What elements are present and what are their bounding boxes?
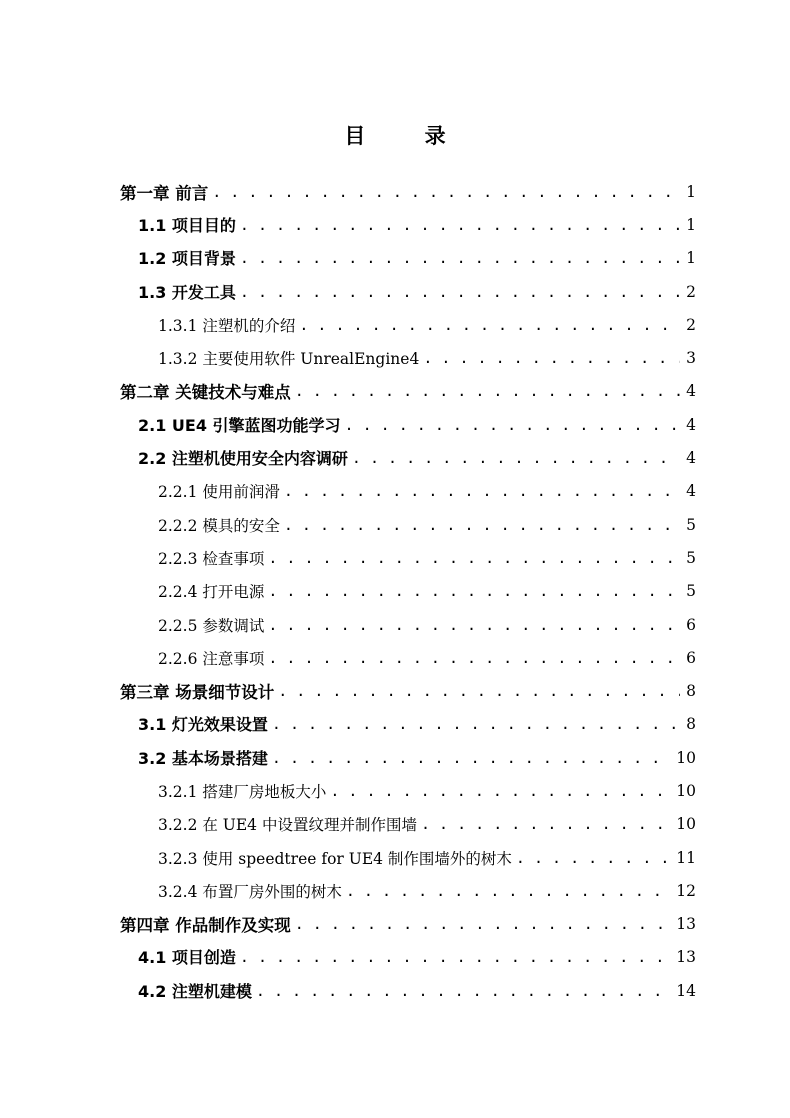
toc-entry-2-2-2[interactable] [158, 508, 696, 541]
toc-entry-label: 1.3 开发工具 [138, 283, 236, 302]
toc-entry-label: 2.2.2 模具的安全 [158, 516, 280, 535]
toc-entry-4-2[interactable] [138, 974, 696, 1007]
toc-leader-dots [295, 915, 671, 933]
toc-leader-dots [272, 749, 670, 767]
toc-entry-chapter-4[interactable] [120, 907, 696, 940]
toc-entry-3-2-1[interactable] [158, 774, 696, 807]
toc-entry-3-1[interactable] [138, 707, 696, 740]
toc-leader-dots [423, 349, 680, 367]
toc-entry-label: 2.2.3 检查事项 [158, 549, 265, 568]
toc-entry-label: 3.2.4 布置厂房外围的树木 [158, 882, 342, 901]
toc-entry-1-3[interactable] [138, 275, 696, 308]
toc-entry-1-2[interactable] [138, 241, 696, 274]
toc-entry-label: 2.2 注塑机使用安全内容调研 [138, 449, 348, 468]
toc-entry-page: 14 [676, 981, 696, 1000]
toc-leader-dots [516, 849, 670, 867]
toc-entry-page: 6 [686, 648, 696, 667]
toc-entry-page: 1 [686, 215, 696, 234]
page-title: 目 录 [344, 124, 472, 148]
toc-entry-page: 1 [686, 248, 696, 267]
toc-entry-1-3-2[interactable] [158, 341, 696, 374]
toc-entry-label: 1.3.1 注塑机的介绍 [158, 316, 296, 335]
toc-entry-page: 13 [676, 914, 696, 933]
toc-leader-dots [268, 616, 680, 634]
toc-leader-dots [284, 516, 680, 534]
toc-entry-page: 2 [686, 315, 696, 334]
toc-entry-page: 10 [676, 814, 696, 833]
toc-leader-dots [352, 449, 680, 467]
toc-entry-1-3-1[interactable] [158, 308, 696, 341]
toc-entry-label: 4.1 项目创造 [138, 948, 236, 967]
toc-entry-label: 2.1 UE4 引擎蓝图功能学习 [138, 416, 341, 435]
toc-leader-dots [268, 649, 680, 667]
toc-entry-label: 2.2.1 使用前润滑 [158, 482, 280, 501]
toc-entry-page: 12 [676, 881, 696, 900]
toc-entry-page: 8 [686, 681, 696, 700]
toc-leader-dots [268, 582, 680, 600]
toc-entry-page: 5 [686, 515, 696, 534]
toc-leader-dots [240, 948, 670, 966]
toc-leader-dots [268, 549, 680, 567]
toc-entry-2-2[interactable] [138, 441, 696, 474]
toc-entry-page: 4 [686, 448, 696, 467]
toc-entry-page: 11 [676, 848, 696, 867]
toc-leader-dots [212, 183, 680, 201]
toc-entry-4-1[interactable] [138, 940, 696, 973]
toc-entry-2-2-6[interactable] [158, 641, 696, 674]
toc-entry-label: 2.2.4 打开电源 [158, 582, 265, 601]
toc-leader-dots [345, 416, 681, 434]
toc-leader-dots [256, 982, 670, 1000]
toc-leader-dots [330, 782, 670, 800]
toc-entry-label: 3.2.1 搭建厂房地板大小 [158, 782, 327, 801]
toc-entry-3-2-4[interactable] [158, 874, 696, 907]
toc-entry-2-2-5[interactable] [158, 608, 696, 641]
toc-leader-dots [240, 283, 680, 301]
toc-entry-3-2-2[interactable] [158, 807, 696, 840]
toc-leader-dots [421, 815, 670, 833]
toc-entry-page: 1 [686, 182, 696, 201]
toc-leader-dots [240, 249, 680, 267]
toc-entry-page: 4 [686, 381, 696, 400]
toc-entry-label: 3.2.2 在 UE4 中设置纹理并制作围墙 [158, 815, 417, 834]
toc-entry-label: 3.2.3 使用 speedtree for UE4 制作围墙外的树木 [158, 849, 512, 868]
toc-leader-dots [272, 715, 680, 733]
toc-leader-dots [240, 216, 680, 234]
toc-entry-page: 8 [686, 714, 696, 733]
toc-entry-page: 5 [686, 581, 696, 600]
toc-leader-dots [284, 482, 680, 500]
toc-entry-2-1[interactable] [138, 408, 696, 441]
toc-entry-page: 4 [686, 415, 696, 434]
toc-leader-dots [278, 682, 680, 700]
toc-leader-dots [346, 882, 670, 900]
toc-entry-page: 2 [686, 282, 696, 301]
toc-entry-page: 6 [686, 615, 696, 634]
toc-entry-label: 3.2 基本场景搭建 [138, 749, 268, 768]
toc-leader-dots [299, 316, 680, 334]
toc-entry-chapter-2[interactable] [120, 374, 696, 407]
toc-entry-chapter-1[interactable] [120, 175, 696, 208]
toc-entry-label: 4.2 注塑机建模 [138, 982, 252, 1001]
toc-entry-label: 1.2 项目背景 [138, 249, 236, 268]
toc-entry-3-2[interactable] [138, 741, 696, 774]
toc-entry-3-2-3[interactable] [158, 841, 696, 874]
toc-entry-page: 3 [686, 348, 696, 367]
toc-entry-1-1[interactable] [138, 208, 696, 241]
toc-entry-2-2-4[interactable] [158, 574, 696, 607]
toc-entry-page: 10 [676, 781, 696, 800]
toc-entry-page: 10 [676, 748, 696, 767]
toc-entry-label: 3.1 灯光效果设置 [138, 715, 268, 734]
toc-entry-page: 4 [686, 481, 696, 500]
toc-entry-page: 5 [686, 548, 696, 567]
toc-entry-page: 13 [676, 947, 696, 966]
toc-entry-label: 第四章 作品制作及实现 [120, 915, 291, 935]
toc-entry-label: 第二章 关键技术与难点 [120, 382, 291, 402]
toc-entry-2-2-1[interactable] [158, 474, 696, 507]
toc-entry-2-2-3[interactable] [158, 541, 696, 574]
toc-entry-label: 1.1 项目目的 [138, 216, 236, 235]
toc-entry-chapter-3[interactable] [120, 674, 696, 707]
toc-entry-label: 2.2.6 注意事项 [158, 649, 265, 668]
toc-entry-label: 2.2.5 参数调试 [158, 616, 265, 635]
toc-leader-dots [295, 382, 680, 400]
toc-entry-label: 第一章 前言 [120, 183, 209, 203]
toc-entry-label: 1.3.2 主要使用软件 UnrealEngine4 [158, 349, 420, 368]
toc-entry-label: 第三章 场景细节设计 [120, 682, 275, 702]
